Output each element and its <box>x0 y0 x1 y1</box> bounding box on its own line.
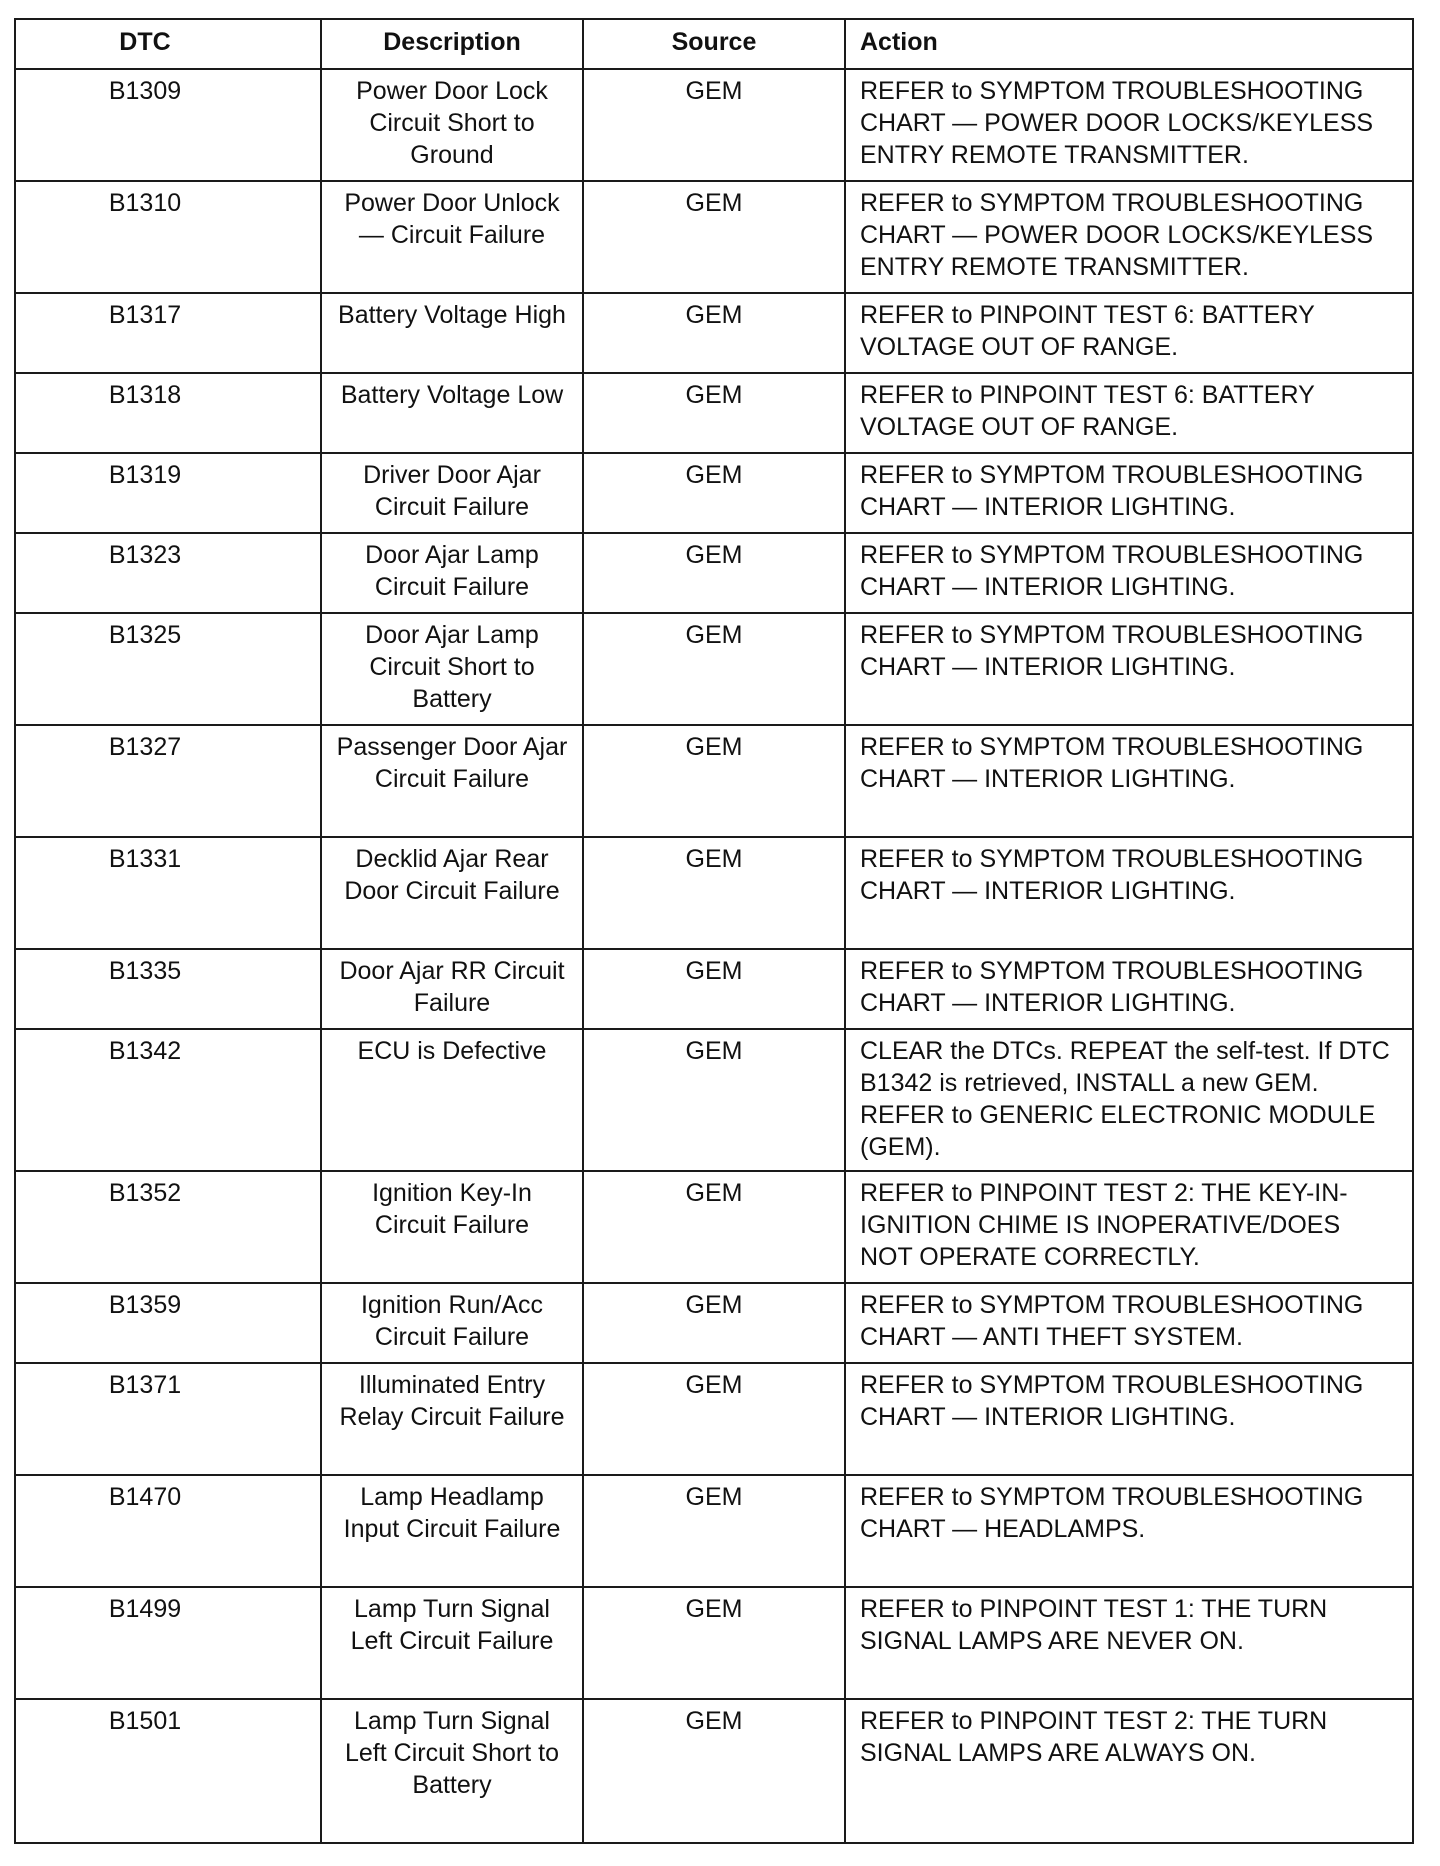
header-dtc: DTC <box>15 19 321 69</box>
dtc-cell: B1342 <box>15 1029 321 1171</box>
action-cell: REFER to PINPOINT TEST 2: THE KEY-IN-IGNITION CHIME IS INOPERATIVE/DOES NOT OPERATE CORRECTLY. <box>845 1171 1413 1283</box>
header-description: Description <box>321 19 583 69</box>
table-row <box>15 613 1413 725</box>
source-cell: GEM <box>583 1283 845 1363</box>
dtc-cell: B1319 <box>15 453 321 533</box>
source-cell: GEM <box>583 1171 845 1283</box>
table-row <box>15 949 1413 1029</box>
dtc-table <box>14 18 1414 1844</box>
description-cell: Power Door Lock Circuit Short to Ground <box>321 69 583 181</box>
dtc-cell: B1371 <box>15 1363 321 1475</box>
description-cell: Battery Voltage High <box>321 293 583 373</box>
table-row <box>15 69 1413 181</box>
dtc-cell: B1309 <box>15 69 321 181</box>
table-body <box>15 69 1413 1843</box>
description-cell: Power Door Unlock — Circuit Failure <box>321 181 583 293</box>
description-cell: Door Ajar Lamp Circuit Short to Battery <box>321 613 583 725</box>
dtc-cell: B1335 <box>15 949 321 1029</box>
source-cell: GEM <box>583 1363 845 1475</box>
table-row <box>15 1475 1413 1587</box>
dtc-cell: B1325 <box>15 613 321 725</box>
action-cell: REFER to SYMPTOM TROUBLESHOOTING CHART — POWER DOOR LOCKS/KEYLESS ENTRY REMOTE TRANSMITTER. <box>845 181 1413 293</box>
table-row <box>15 453 1413 533</box>
action-cell: REFER to SYMPTOM TROUBLESHOOTING CHART — INTERIOR LIGHTING. <box>845 949 1413 1029</box>
description-cell: Decklid Ajar Rear Door Circuit Failure <box>321 837 583 949</box>
action-cell: REFER to SYMPTOM TROUBLESHOOTING CHART — INTERIOR LIGHTING. <box>845 533 1413 613</box>
action-cell: REFER to PINPOINT TEST 1: THE TURN SIGNAL LAMPS ARE NEVER ON. <box>845 1587 1413 1699</box>
table-row <box>15 1171 1413 1283</box>
description-cell: Battery Voltage Low <box>321 373 583 453</box>
dtc-cell: B1327 <box>15 725 321 837</box>
action-cell: REFER to SYMPTOM TROUBLESHOOTING CHART — INTERIOR LIGHTING. <box>845 1363 1413 1475</box>
table-row <box>15 1587 1413 1699</box>
description-cell: ECU is Defective <box>321 1029 583 1171</box>
description-cell: Driver Door Ajar Circuit Failure <box>321 453 583 533</box>
action-cell: REFER to SYMPTOM TROUBLESHOOTING CHART — INTERIOR LIGHTING. <box>845 837 1413 949</box>
source-cell: GEM <box>583 1475 845 1587</box>
dtc-cell: B1323 <box>15 533 321 613</box>
source-cell: GEM <box>583 949 845 1029</box>
source-cell: GEM <box>583 533 845 613</box>
table-row <box>15 293 1413 373</box>
dtc-cell: B1470 <box>15 1475 321 1587</box>
action-cell: REFER to SYMPTOM TROUBLESHOOTING CHART — POWER DOOR LOCKS/KEYLESS ENTRY REMOTE TRANSMITTER. <box>845 69 1413 181</box>
description-cell: Door Ajar RR Circuit Failure <box>321 949 583 1029</box>
source-cell: GEM <box>583 1029 845 1171</box>
description-cell: Lamp Turn Signal Left Circuit Short to Battery <box>321 1699 583 1843</box>
table-row <box>15 1699 1413 1843</box>
description-cell: Door Ajar Lamp Circuit Failure <box>321 533 583 613</box>
action-cell: REFER to SYMPTOM TROUBLESHOOTING CHART — HEADLAMPS. <box>845 1475 1413 1587</box>
action-cell: REFER to SYMPTOM TROUBLESHOOTING CHART — INTERIOR LIGHTING. <box>845 725 1413 837</box>
dtc-cell: B1317 <box>15 293 321 373</box>
action-cell: REFER to SYMPTOM TROUBLESHOOTING CHART — ANTI THEFT SYSTEM. <box>845 1283 1413 1363</box>
dtc-cell: B1499 <box>15 1587 321 1699</box>
dtc-cell: B1310 <box>15 181 321 293</box>
source-cell: GEM <box>583 1699 845 1843</box>
dtc-cell: B1352 <box>15 1171 321 1283</box>
source-cell: GEM <box>583 293 845 373</box>
table-row <box>15 1363 1413 1475</box>
source-cell: GEM <box>583 453 845 533</box>
source-cell: GEM <box>583 837 845 949</box>
source-cell: GEM <box>583 373 845 453</box>
dtc-cell: B1359 <box>15 1283 321 1363</box>
table-row <box>15 837 1413 949</box>
table-row <box>15 181 1413 293</box>
dtc-cell: B1318 <box>15 373 321 453</box>
header-action: Action <box>845 19 1413 69</box>
action-cell: REFER to PINPOINT TEST 6: BATTERY VOLTAGE OUT OF RANGE. <box>845 373 1413 453</box>
dtc-cell: B1331 <box>15 837 321 949</box>
action-cell: CLEAR the DTCs. REPEAT the self-test. If DTC B1342 is retrieved, INSTALL a new GEM. REFER to GENERIC ELECTRONIC MODULE (GEM). <box>845 1029 1413 1171</box>
source-cell: GEM <box>583 1587 845 1699</box>
action-cell: REFER to SYMPTOM TROUBLESHOOTING CHART — INTERIOR LIGHTING. <box>845 613 1413 725</box>
description-cell: Lamp Headlamp Input Circuit Failure <box>321 1475 583 1587</box>
table-row <box>15 1283 1413 1363</box>
action-cell: REFER to PINPOINT TEST 2: THE TURN SIGNAL LAMPS ARE ALWAYS ON. <box>845 1699 1413 1843</box>
action-cell: REFER to PINPOINT TEST 6: BATTERY VOLTAGE OUT OF RANGE. <box>845 293 1413 373</box>
header-row <box>15 19 1413 69</box>
description-cell: Ignition Run/Acc Circuit Failure <box>321 1283 583 1363</box>
dtc-cell: B1501 <box>15 1699 321 1843</box>
table-row <box>15 1029 1413 1171</box>
source-cell: GEM <box>583 181 845 293</box>
action-cell: REFER to SYMPTOM TROUBLESHOOTING CHART — INTERIOR LIGHTING. <box>845 453 1413 533</box>
description-cell: Illuminated Entry Relay Circuit Failure <box>321 1363 583 1475</box>
source-cell: GEM <box>583 613 845 725</box>
table-row <box>15 533 1413 613</box>
description-cell: Ignition Key-In Circuit Failure <box>321 1171 583 1283</box>
description-cell: Lamp Turn Signal Left Circuit Failure <box>321 1587 583 1699</box>
table-row <box>15 373 1413 453</box>
source-cell: GEM <box>583 69 845 181</box>
header-source: Source <box>583 19 845 69</box>
description-cell: Passenger Door Ajar Circuit Failure <box>321 725 583 837</box>
source-cell: GEM <box>583 725 845 837</box>
table-row <box>15 725 1413 837</box>
